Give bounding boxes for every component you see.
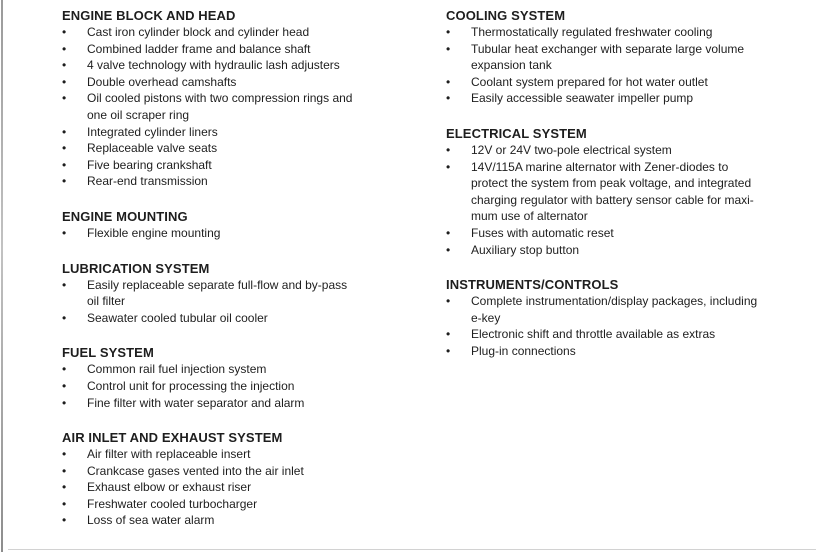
list-item-line: Exhaust elbow or exhaust riser [87, 480, 252, 495]
list-item [446, 90, 818, 107]
list-item [62, 378, 424, 395]
bullet-icon: • [62, 480, 67, 495]
list-item-text [87, 496, 424, 513]
list-item-line: one oil scraper ring [87, 107, 190, 122]
list-item [446, 142, 818, 159]
section-heading: ELECTRICAL SYSTEM [446, 125, 587, 141]
spec-section [62, 429, 424, 529]
list-item [446, 225, 818, 242]
list-item [62, 512, 424, 529]
list-item-line: Coolant system prepared for hot water outlet [471, 74, 708, 89]
list-item-text [471, 74, 818, 91]
bullet-icon: • [62, 225, 67, 240]
bullet-icon: • [62, 447, 67, 462]
list-item-text [87, 140, 424, 157]
spec-section [446, 125, 818, 258]
list-item-text [471, 41, 818, 74]
list-item [62, 74, 424, 91]
list-item-line: Electronic shift and throttle available as extras [471, 327, 716, 342]
list-item-text [87, 157, 424, 174]
list-item-text [87, 57, 424, 74]
list-item-line: Flexible engine mounting [87, 225, 221, 240]
list-item [446, 293, 818, 326]
bullet-icon: • [446, 225, 451, 240]
bullet-icon: • [62, 513, 67, 528]
list-item-text [87, 24, 424, 41]
list-item-line: Auxiliary stop button [471, 242, 580, 257]
list-item-text [87, 277, 424, 310]
list-item-line: Fine filter with water separator and alarm [87, 395, 305, 410]
bullet-icon: • [62, 74, 67, 89]
section-heading: COOLING SYSTEM [446, 8, 566, 23]
list-item-text [87, 378, 424, 395]
list-item [446, 41, 818, 74]
spec-section [62, 260, 424, 327]
section-heading: FUEL SYSTEM [62, 345, 154, 361]
list-item [446, 24, 818, 41]
list-item [446, 159, 818, 225]
list-item-line: Oil cooled pistons with two compression rings and [87, 91, 353, 106]
spec-section [62, 7, 424, 190]
list-item-text [471, 159, 818, 225]
list-item-line: Complete instrumentation/display packages, including [471, 294, 758, 309]
list-item-line: Five bearing crankshaft [87, 157, 212, 172]
list-item [62, 361, 424, 378]
bullet-icon: • [62, 496, 67, 511]
section-heading: INSTRUMENTS/CONTROLS [446, 277, 619, 293]
bullet-icon: • [62, 157, 67, 172]
bullet-icon: • [62, 58, 67, 73]
list-item-line: e-key [471, 310, 501, 325]
bullet-icon: • [62, 310, 67, 325]
bullet-icon: • [62, 277, 67, 292]
list-item-text [471, 343, 818, 360]
list-item [62, 463, 424, 480]
list-item [446, 242, 818, 259]
spec-section [446, 276, 818, 359]
bullet-icon: • [446, 25, 451, 39]
bullet-icon: • [446, 242, 451, 257]
list-item-text [87, 225, 424, 242]
list-item-text [471, 326, 818, 343]
list-item-line: Freshwater cooled turbocharger [87, 496, 258, 511]
list-item-line: Air filter with replaceable insert [87, 447, 251, 462]
list-item [446, 343, 818, 360]
list-item [62, 479, 424, 496]
list-item-line: Rear-end transmission [87, 174, 208, 189]
list-item-line: charging regulator with battery sensor cable for maxi- [471, 192, 754, 207]
bullet-icon: • [62, 41, 67, 56]
list-item [62, 496, 424, 513]
bullet-icon: • [62, 362, 67, 377]
list-item-line: Loss of sea water alarm [87, 513, 215, 528]
bullet-icon: • [446, 327, 451, 342]
list-item-line: Double overhead camshafts [87, 74, 237, 89]
list-item-text [471, 242, 818, 259]
page-left-edge-line [1, 0, 3, 552]
list-item-line: 14V/115A marine alternator with Zener-diodes to [471, 159, 729, 174]
list-item-line: Thermostatically regulated freshwater cooling [471, 25, 713, 39]
list-item-text [471, 24, 818, 41]
bullet-icon: • [62, 25, 67, 39]
page-bottom-edge-line [8, 549, 816, 550]
list-item-text [87, 90, 424, 123]
list-item-text [87, 124, 424, 141]
spec-section [62, 208, 424, 242]
bullet-icon: • [62, 91, 67, 106]
spec-section [446, 7, 818, 107]
list-item-line: Tubular heat exchanger with separate large volume [471, 41, 745, 56]
bullet-icon: • [62, 395, 67, 410]
list-item-text [87, 41, 424, 58]
list-item-line: mum use of alternator [471, 209, 588, 224]
section-heading: ENGINE BLOCK AND HEAD [62, 8, 236, 23]
list-item-line: Cast iron cylinder block and cylinder head [87, 25, 310, 39]
spec-column-right [446, 0, 818, 360]
bullet-icon: • [62, 141, 67, 156]
list-item [446, 74, 818, 91]
list-item [62, 157, 424, 174]
list-item [62, 225, 424, 242]
list-item-line: Crankcase gases vented into the air inlet [87, 463, 304, 478]
bullet-icon: • [446, 41, 451, 56]
bullet-icon: • [446, 294, 451, 309]
list-item-text [87, 479, 424, 496]
list-item [62, 90, 424, 123]
list-item-line: 4 valve technology with hydraulic lash adjusters [87, 58, 340, 73]
list-item-text [471, 90, 818, 107]
list-item-line: Integrated cylinder liners [87, 124, 218, 139]
list-item-text [471, 293, 818, 326]
list-item [62, 41, 424, 58]
bullet-icon: • [62, 124, 67, 139]
list-item-line: Easily accessible seawater impeller pump [471, 91, 694, 106]
section-heading: ENGINE MOUNTING [62, 208, 188, 224]
section-heading: AIR INLET AND EXHAUST SYSTEM [62, 430, 283, 446]
list-item-text [87, 361, 424, 378]
list-item [62, 277, 424, 310]
list-item-text [87, 446, 424, 463]
list-item-line: Control unit for processing the injection [87, 378, 295, 393]
spec-section [62, 344, 424, 411]
list-item-text [87, 463, 424, 480]
list-item-text [87, 310, 424, 327]
list-item-text [87, 512, 424, 529]
list-item-text [87, 74, 424, 91]
list-item-text [471, 142, 818, 159]
list-item-line: Plug-in connections [471, 343, 576, 358]
list-item [62, 24, 424, 41]
list-item [62, 395, 424, 412]
list-item-text [87, 395, 424, 412]
bullet-icon: • [446, 74, 451, 89]
bullet-icon: • [446, 142, 451, 157]
bullet-icon: • [62, 378, 67, 393]
list-item-line: Seawater cooled tubular oil cooler [87, 310, 268, 325]
list-item-line: protect the system from peak voltage, and integrated [471, 176, 752, 191]
list-item [62, 57, 424, 74]
list-item [62, 140, 424, 157]
list-item-line: Combined ladder frame and balance shaft [87, 41, 311, 56]
list-item-text [471, 225, 818, 242]
bullet-icon: • [62, 174, 67, 189]
bullet-icon: • [446, 91, 451, 106]
list-item [62, 173, 424, 190]
spec-column-left [62, 0, 424, 529]
bullet-icon: • [446, 159, 451, 174]
list-item [446, 326, 818, 343]
list-item-line: expansion tank [471, 58, 552, 73]
list-item-line: Easily replaceable separate full-flow and by-pass [87, 277, 348, 292]
list-item-line: oil filter [87, 294, 126, 309]
list-item-text [87, 173, 424, 190]
list-item [62, 446, 424, 463]
bullet-icon: • [62, 463, 67, 478]
bullet-icon: • [446, 343, 451, 358]
list-item-line: 12V or 24V two-pole electrical system [471, 142, 672, 157]
section-heading: LUBRICATION SYSTEM [62, 260, 210, 276]
list-item-line: Common rail fuel injection system [87, 362, 267, 377]
list-item [62, 310, 424, 327]
list-item-line: Replaceable valve seats [87, 141, 218, 156]
list-item-line: Fuses with automatic reset [471, 225, 614, 240]
list-item [62, 124, 424, 141]
